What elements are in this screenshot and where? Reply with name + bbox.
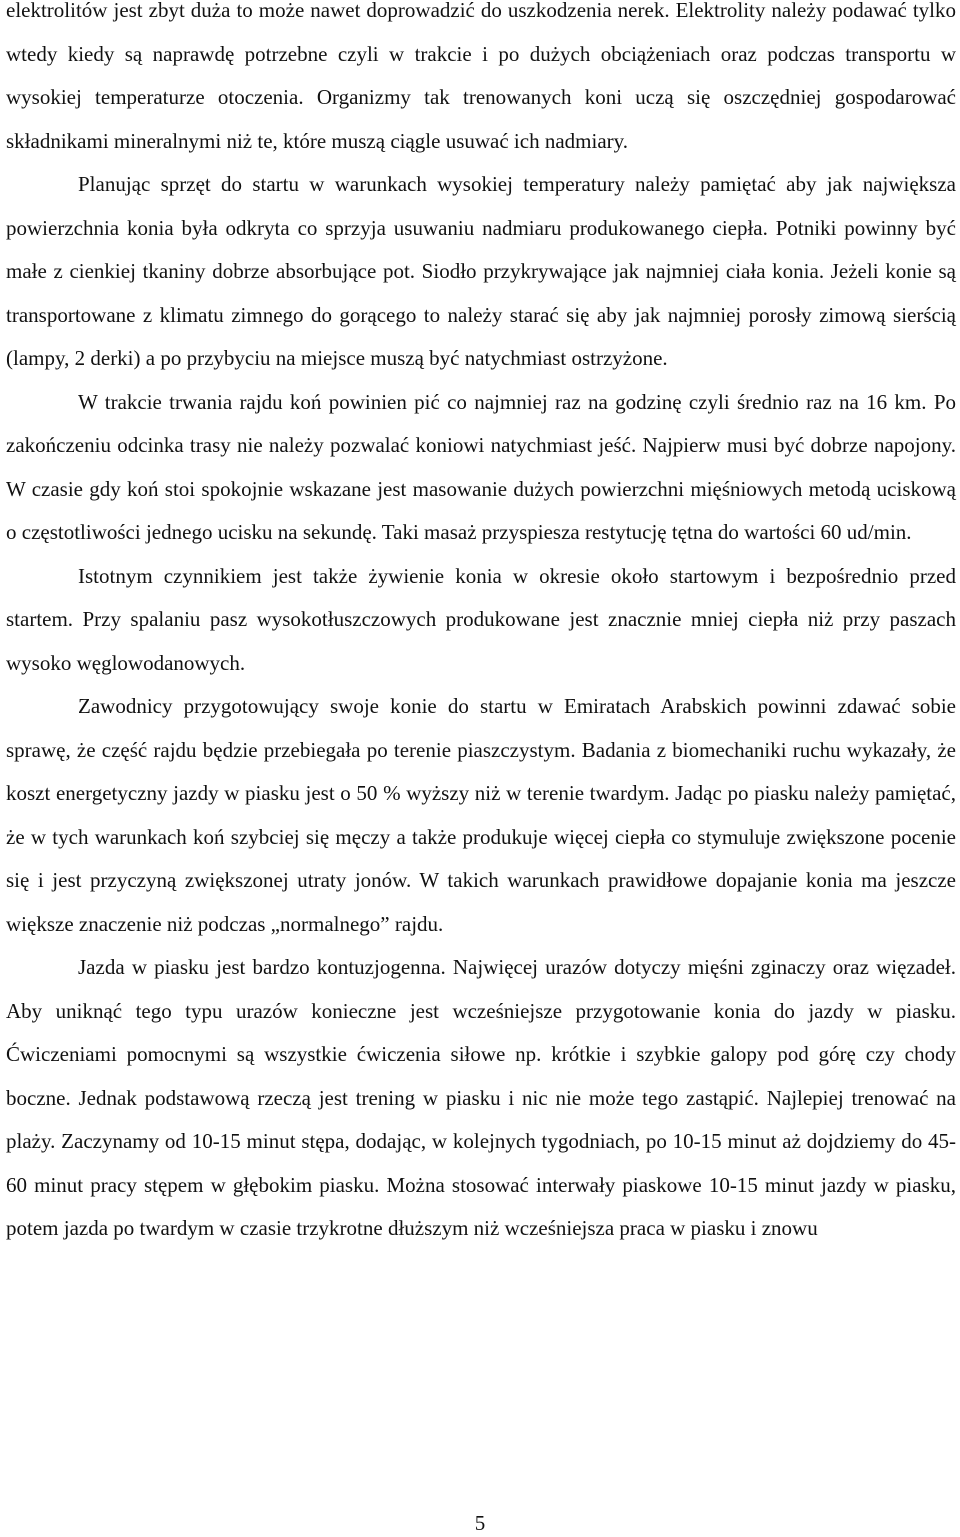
paragraph-equipment: Planując sprzęt do startu w warunkach wysokiej temperatury należy pamiętać aby jak największa powierzchnia konia była odkryta co sprzyja usuwaniu nadmiaru produkowanego ciepła. Potniki powinny być małe z cienkiej tkaniny dobrze absorbujące pot. Siodło przykrywające jak najmniej ciała konia. Jeżeli konie są transportowane z klimatu zimnego do gorącego to należy starać się aby jak najmniej porosły zimową sierścią (lampy, 2 derki) a po przybyciu na miejsce muszą być natychmiast ostrzyżone. — [6, 172, 956, 370]
document-body — [6, 0, 956, 1251]
paragraph-feeding: Istotnym czynnikiem jest także żywienie konia w okresie około startowym i bezpośrednio przed startem. Przy spalaniu pasz wysokotłuszczowych produkowane jest znacznie mniej ciepła niż przy paszach wysoko węglowodanowych. — [6, 563, 956, 675]
paragraph-sand-training: Jazda w piasku jest bardzo kontuzjogenna. Najwięcej urazów dotyczy mięśni zginaczy oraz więzadeł. Aby uniknąć tego typu urazów konieczne jest wcześniejsze przygotowanie konia do jazdy w piasku. Ćwiczeniami pomocnymi są wszystkie ćwiczenia siłowe np. krótkie i szybkie galopy pod górę czy chody boczne. Jednak podstawową rzeczą jest trening w piasku i nic nie może tego zastąpić. Najlepiej trenować na plaży. Zaczynamy od 10-15 minut stępa, dodając, w kolejnych tygodniach, po 10-15 minut aż dojdziemy do 45-60 minut pracy stępem w głębokim piasku. Można stosować interwały piaskowe 10-15 minut jazdy w piasku, potem jazda po twardym w czasie trzykrotne dłuższym niż wcześniejsza praca w piasku i znowu — [6, 955, 956, 1240]
page-number: 5 — [474, 1511, 486, 1535]
paragraph-sand-terrain: Zawodnicy przygotowujący swoje konie do startu w Emiratach Arabskich powinni zdawać sobie sprawę, że część rajdu będzie przebiegała po terenie piaszczystym. Badania z biomechaniki ruchu wykazały, że koszt energetyczny jazdy w piasku jest o 50 % wyższy niż w terenie twardym. Jadąc po piasku należy pamiętać, że w tych warunkach koń szybciej się męczy a także produkuje więcej ciepła co stymuluje zwiększone pocenie się i jest przyczyną zwiększonej utraty jonów. W takich warunkach prawidłowe dopajanie konia ma jeszcze większe znaczenie niż podczas „normalnego” rajdu. — [6, 694, 956, 936]
paragraph-electrolytes: elektrolitów jest zbyt duża to może nawet doprowadzić do uszkodzenia nerek. Elektrolity należy podawać tylko wtedy kiedy są naprawdę potrzebne czyli w trakcie i po dużych obciążeniach oraz podczas transportu w wysokiej temperaturze otoczenia. Organizmy tak trenowanych koni uczą się oszczędniej gospodarować składnikami mineralnymi niż te, które muszą ciągle usuwać ich nadmiary. — [6, 0, 956, 153]
paragraph-watering: W trakcie trwania rajdu koń powinien pić co najmniej raz na godzinę czyli średnio raz na 16 km. Po zakończeniu odcinka trasy nie należy pozwalać koniowi natychmiast jeść. Najpierw musi być dobrze napojony. W czasie gdy koń stoi spokojnie wskazane jest masowanie dużych powierzchni mięśniowych metodą uciskową o częstotliwości jednego ucisku na sekundę. Taki masaż przyspiesza restytucję tętna do wartości 60 ud/min. — [6, 389, 956, 544]
